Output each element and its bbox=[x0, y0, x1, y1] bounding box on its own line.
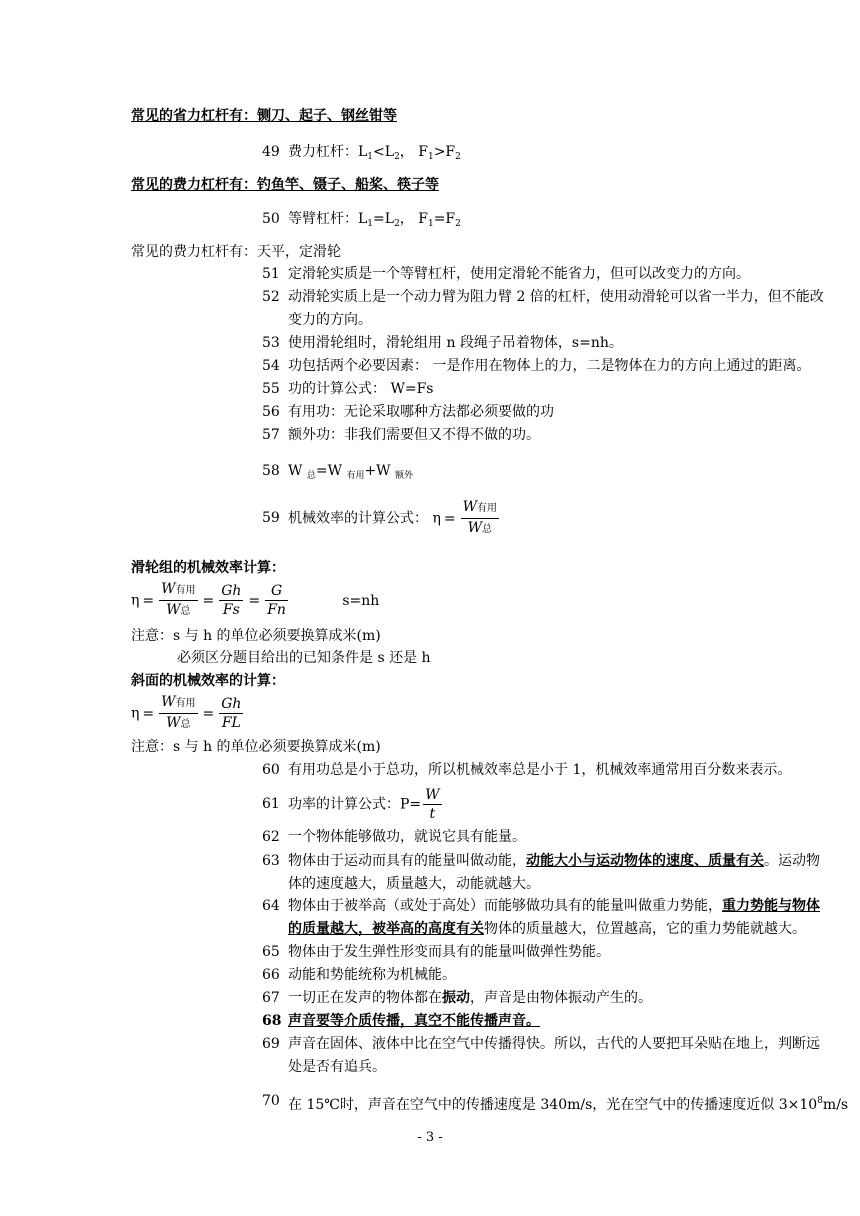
text-part: ， F bbox=[399, 211, 428, 227]
text-part: 功率的计算公式：P= bbox=[288, 796, 422, 813]
text-part: W bbox=[161, 581, 176, 597]
item-text bbox=[288, 142, 461, 167]
superscript: 8 bbox=[817, 1096, 823, 1106]
text-part: 一切正在发声的物体都在 bbox=[288, 990, 442, 1006]
heading-common-force-saving-lever: 常见的省力杠杆有：铡刀、起子、钢丝钳等 bbox=[131, 108, 397, 124]
page-number: - 3 - bbox=[417, 1130, 443, 1145]
equals-sign: = bbox=[142, 705, 155, 722]
fraction bbox=[265, 582, 288, 619]
numerator bbox=[461, 498, 499, 519]
text-part: s=nh bbox=[342, 592, 380, 609]
subscript: 1 bbox=[427, 219, 434, 229]
denominator bbox=[159, 601, 197, 621]
item-number: 62 bbox=[262, 829, 280, 845]
item-number: 56 bbox=[262, 404, 280, 420]
item-text: 一个物体能够做功，就说它具有能量。 bbox=[288, 829, 526, 845]
item-text: 处是否有追兵。 bbox=[288, 1059, 386, 1075]
text-equal-arm-lever: 常见的费力杠杆有：天平，定滑轮 bbox=[131, 244, 341, 260]
text-part: 在 15℃时，声音在空气中的传播速度是 340m/s，光在空气中的传播速度近似 3×10 bbox=[288, 1097, 818, 1113]
text-part: >F bbox=[433, 144, 456, 160]
item-number: 59 bbox=[262, 510, 280, 526]
item-text: 变力的方向。 bbox=[288, 312, 372, 328]
item-text: 声音要等介质传播，真空不能传播声音。 bbox=[288, 1013, 540, 1029]
item-number: 65 bbox=[262, 944, 280, 960]
text-part: W bbox=[462, 499, 477, 515]
item-text: 有用功总是小于总功，所以机械效率总是小于 1，机械效率通常用百分数来表示。 bbox=[288, 762, 792, 778]
item-number: 50 bbox=[262, 211, 280, 227]
power-fraction bbox=[423, 786, 441, 823]
text-part: 机械效率的计算公式： bbox=[288, 510, 428, 527]
text-part: 等臂杠杆：L bbox=[288, 211, 368, 227]
heading-incline-efficiency: 斜面的机械效率的计算： bbox=[131, 673, 285, 689]
denominator bbox=[461, 519, 499, 539]
subscript: 1 bbox=[367, 219, 374, 229]
text-part: +W bbox=[364, 463, 396, 479]
equals-sign: = bbox=[443, 510, 456, 527]
emphasis: 的质量越大，被举高的高度有关 bbox=[288, 921, 484, 937]
text-part: 。运动物 bbox=[764, 853, 820, 869]
text-part: =F bbox=[433, 211, 456, 227]
item-text: 定滑轮实质是一个等臂杠杆，使用定滑轮不能省力，但可以改变力的方向。 bbox=[288, 266, 750, 282]
item-number: 51 bbox=[262, 266, 280, 282]
item-number: 55 bbox=[262, 381, 280, 397]
item-text bbox=[288, 919, 806, 939]
heading-common-force-costing-lever: 常见的费力杠杆有：钓鱼竿、镊子、船桨、筷子等 bbox=[131, 177, 439, 193]
item-number: 63 bbox=[262, 853, 280, 869]
text-part: 物体由于被举高（或处于高处）而能够做功具有的能量叫做重力势能， bbox=[288, 898, 722, 914]
text-part: m/s bbox=[822, 1097, 849, 1113]
subscript: 有用 bbox=[476, 503, 497, 514]
item-number: 64 bbox=[262, 898, 280, 914]
subscript: 2 bbox=[455, 152, 461, 162]
item-number: 57 bbox=[262, 427, 280, 443]
denominator: t bbox=[429, 806, 436, 822]
item-text: 功的计算公式： W=Fs bbox=[288, 381, 434, 397]
text-part: W bbox=[288, 463, 307, 479]
subscript: 有用 bbox=[346, 471, 365, 481]
item-text: 有用功：无论采取哪种方法都必须要做的功 bbox=[288, 404, 554, 420]
eta-symbol: η bbox=[131, 592, 140, 609]
subscript: 总 bbox=[481, 524, 492, 535]
text-part: ， F bbox=[399, 144, 428, 160]
item-text bbox=[288, 988, 652, 1008]
item-text bbox=[288, 851, 820, 871]
item-text: 额外功：非我们需要但又不得不做的功。 bbox=[288, 427, 540, 443]
text-part: ，声音是由物体振动产生的。 bbox=[470, 990, 652, 1006]
item-number: 58 bbox=[262, 463, 280, 479]
subscript: 总 bbox=[180, 719, 191, 730]
equals-sign: = bbox=[202, 592, 215, 609]
item-text bbox=[288, 896, 820, 916]
text-part: W bbox=[161, 694, 176, 710]
text-part: W bbox=[166, 715, 181, 731]
denominator: FL bbox=[221, 715, 241, 731]
emphasis: 动能大小与运动物体的速度、质量有关 bbox=[526, 853, 764, 869]
text-part: 物体由于运动而具有的能量叫做动能， bbox=[288, 853, 526, 869]
item-text: 动能和势能统称为机械能。 bbox=[288, 967, 456, 983]
item-text bbox=[288, 461, 413, 486]
item-number: 54 bbox=[262, 358, 280, 374]
emphasis: 振动 bbox=[442, 990, 470, 1006]
numerator: Gh bbox=[221, 696, 242, 712]
text-part: <L bbox=[373, 144, 395, 160]
eta-symbol: η bbox=[432, 510, 441, 527]
fraction bbox=[159, 580, 197, 621]
formula-incline-efficiency bbox=[131, 693, 245, 734]
equals-sign: = bbox=[142, 592, 155, 609]
item-number: 66 bbox=[262, 967, 280, 983]
note-units-2: 注意：s 与 h 的单位必须要换算成米(m) bbox=[131, 739, 381, 755]
text-part: W bbox=[166, 602, 181, 618]
item-number: 53 bbox=[262, 335, 280, 351]
numerator: Gh bbox=[221, 583, 242, 599]
numerator: G bbox=[265, 582, 288, 601]
text-part: 物体的质量越大，位置越高，它的重力势能就越大。 bbox=[484, 921, 806, 937]
subscript: 总 bbox=[180, 606, 191, 617]
item-text: 声音在固体、液体中比在空气中传播得快。所以，古代的人要把耳朵贴在地上，判断远 bbox=[288, 1036, 820, 1052]
emphasis: 重力势能与物体 bbox=[722, 898, 820, 914]
item-text bbox=[288, 209, 461, 234]
equals-sign: = bbox=[248, 592, 261, 609]
note-units-1: 注意：s 与 h 的单位必须要换算成米(m) bbox=[131, 628, 381, 644]
formula-pulley-efficiency bbox=[131, 580, 379, 621]
numerator bbox=[159, 693, 197, 714]
numerator bbox=[159, 580, 197, 601]
subscript: 总 bbox=[306, 471, 316, 481]
text-part: 费力杠杆：L bbox=[288, 144, 368, 160]
subscript: 2 bbox=[394, 152, 400, 162]
subscript: 2 bbox=[394, 219, 400, 229]
subscript: 1 bbox=[427, 152, 434, 162]
item-number: 60 bbox=[262, 762, 280, 778]
subscript: 1 bbox=[367, 152, 374, 162]
item-text bbox=[288, 1091, 848, 1115]
fraction bbox=[219, 582, 243, 619]
denominator bbox=[159, 714, 197, 734]
eta-symbol: η bbox=[131, 705, 140, 722]
item-text: 动滑轮实质上是一个动力臂为阻力臂 2 倍的杠杆，使用动滑轮可以省一半力，但不能改 bbox=[288, 289, 824, 305]
fraction bbox=[219, 695, 243, 732]
item-text: 物体由于发生弹性形变而具有的能量叫做弹性势能。 bbox=[288, 944, 610, 960]
subscript: 有用 bbox=[175, 585, 196, 596]
heading-pulley-efficiency: 滑轮组的机械效率计算： bbox=[131, 560, 285, 576]
item-number: 70 bbox=[262, 1093, 280, 1109]
numerator: W bbox=[425, 787, 440, 803]
denominator: Fn bbox=[267, 602, 286, 618]
efficiency-fraction bbox=[461, 498, 499, 539]
item-text bbox=[288, 498, 501, 539]
item-number: 49 bbox=[262, 144, 280, 160]
item-number: 67 bbox=[262, 990, 280, 1006]
item-number: 52 bbox=[262, 289, 280, 305]
fraction bbox=[159, 693, 197, 734]
denominator: Fs bbox=[222, 602, 240, 618]
text-part: W bbox=[467, 520, 482, 536]
text-part: =L bbox=[373, 211, 395, 227]
equals-sign: = bbox=[202, 705, 215, 722]
note-distinguish: 必须区分题目给出的已知条件是 s 还是 h bbox=[177, 650, 431, 666]
item-number: 68 bbox=[262, 1013, 282, 1029]
item-text bbox=[288, 786, 444, 823]
subscript: 2 bbox=[455, 219, 461, 229]
item-text: 功包括两个必要因素： 一是作用在物体上的力，二是物体在力的方向上通过的距离。 bbox=[288, 358, 811, 374]
item-number: 69 bbox=[262, 1036, 280, 1052]
item-number: 61 bbox=[262, 796, 280, 812]
item-text: 体的速度越大，质量越大，动能就越大。 bbox=[288, 876, 540, 892]
text-part: =W bbox=[315, 463, 347, 479]
subscript: 额外 bbox=[395, 471, 414, 481]
item-text: 使用滑轮组时，滑轮组用 n 段绳子吊着物体，s=nh。 bbox=[288, 335, 623, 351]
subscript: 有用 bbox=[175, 698, 196, 709]
